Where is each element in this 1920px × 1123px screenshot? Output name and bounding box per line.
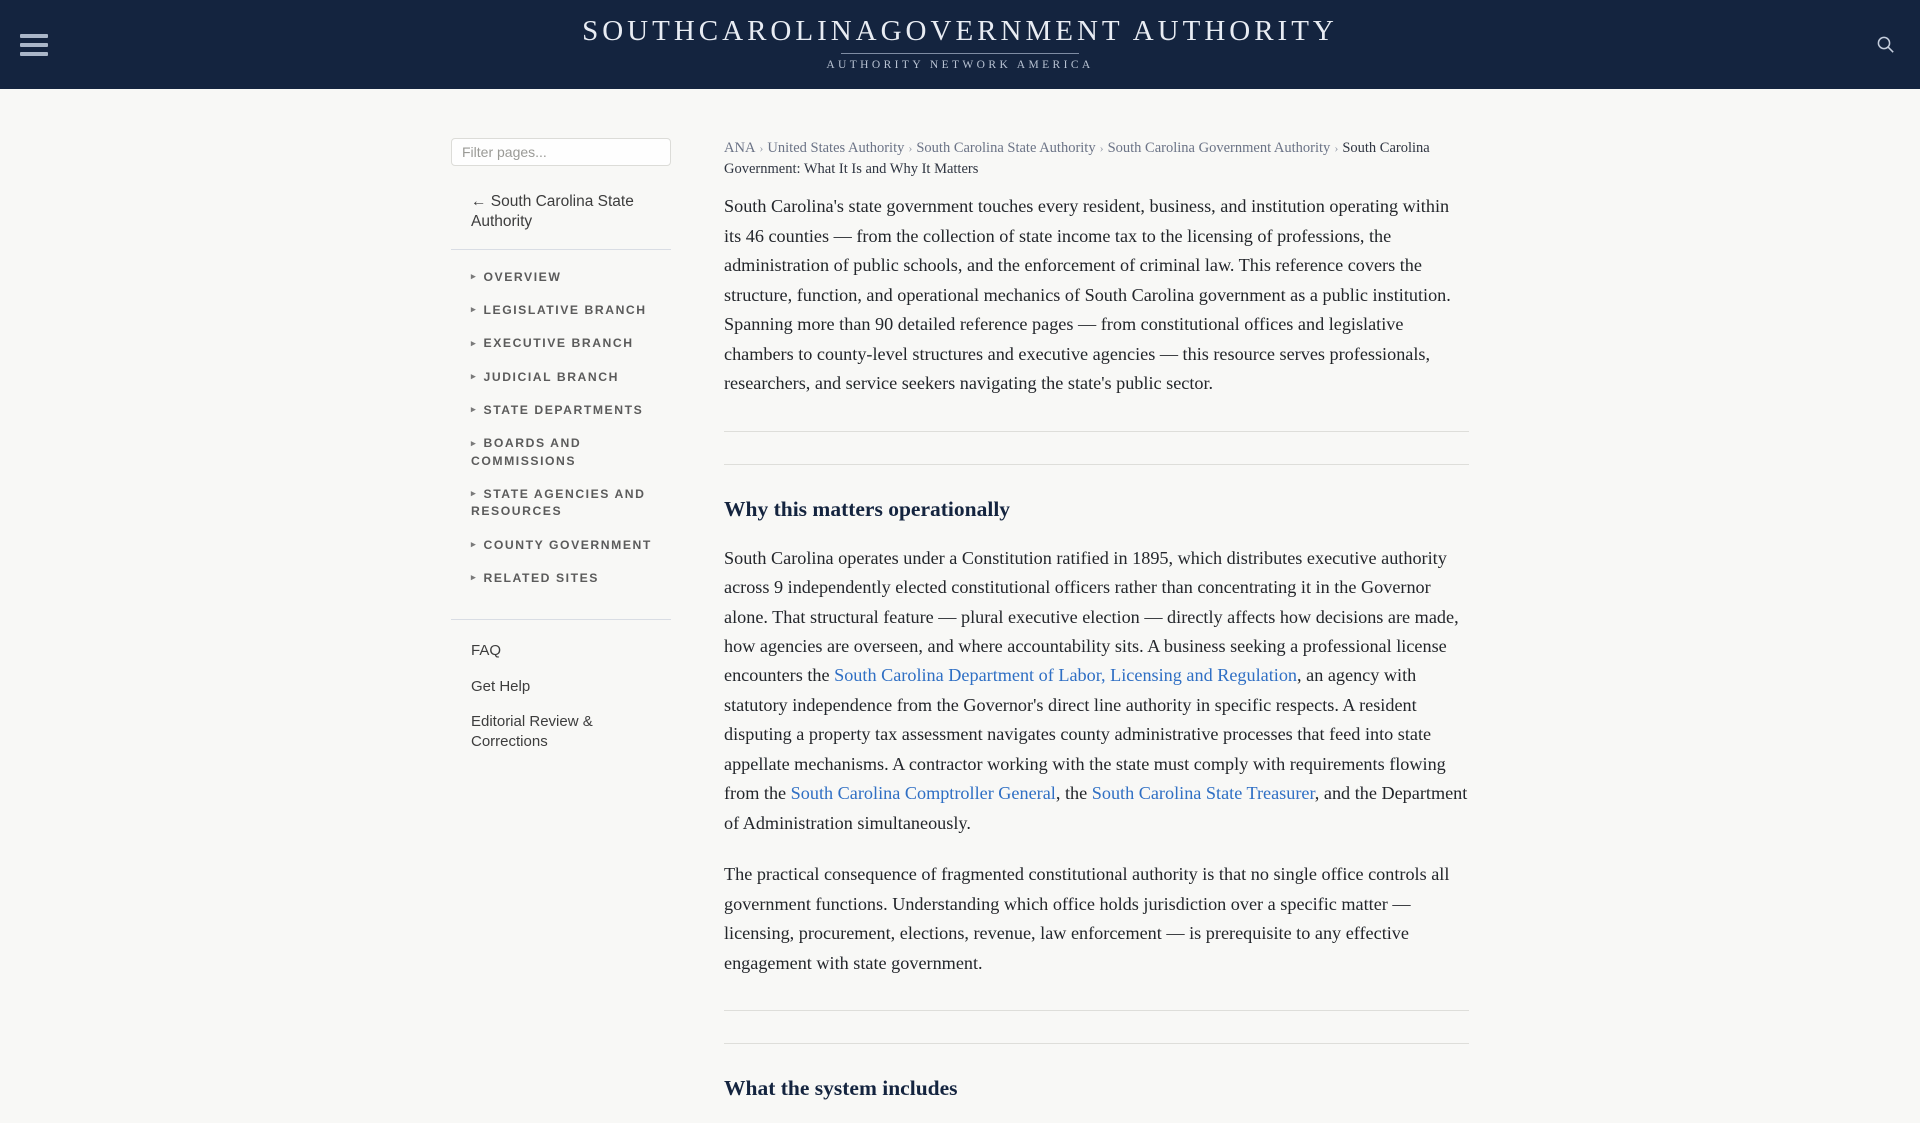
sidebar-divider-top (451, 249, 671, 250)
why-text-a: South Carolina operates under a Constitution ratified in 1895, which distributes executive authority across 9 independently elected constitutional officers rather than concentrating it in the Governor alone. That structural feature — plural executive election — directly affects how decisions are made, how agencies are overseen, and where accountability sits. A business seeking a professional license encounters the (724, 547, 1459, 686)
chevron-right-icon: ▸ (471, 337, 476, 348)
link-sc-dept-labor-licensing-regulation[interactable]: South Carolina Department of Labor, Licensing and Regulation (834, 665, 1298, 686)
breadcrumb-separator: › (1099, 141, 1104, 155)
chevron-right-icon: ▸ (471, 404, 476, 415)
sidebar-item-label: STATE AGENCIES AND RESOURCES (471, 486, 646, 519)
why-paragraph-1 (724, 544, 1469, 839)
chevron-right-icon: ▸ (471, 572, 476, 583)
site-brand[interactable] (582, 17, 1338, 72)
sidebar-item-boards-and-commissions[interactable] (451, 427, 671, 478)
sidebar-item-label: STATE DEPARTMENTS (483, 402, 644, 417)
breadcrumb-item-south-carolina-state-authority[interactable]: South Carolina State Authority (916, 140, 1096, 156)
sidebar-item-editorial-review[interactable]: Editorial Review & Corrections (471, 713, 593, 750)
breadcrumb-current-page: South Carolina Government: What It Is and Why It Matters (724, 140, 1430, 177)
section-heading-why-this-matters: Why this matters operationally (724, 496, 1011, 521)
sidebar-item-judicial-branch[interactable] (451, 361, 671, 394)
sidebar-nav (451, 261, 671, 596)
site-title: SOUTHCAROLINAGOVERNMENT AUTHORITY (582, 15, 1338, 48)
section-heading-what-the-system-includes: What the system includes (724, 1076, 958, 1101)
section-rule-fourth (724, 1043, 1469, 1044)
sidebar-divider-bottom (451, 619, 671, 620)
why-text-d: , and the Department of Administration simultaneously. (724, 783, 1468, 833)
link-sc-state-treasurer[interactable]: South Carolina State Treasurer (1091, 783, 1315, 804)
sidebar-item-related-sites[interactable] (451, 562, 671, 595)
sidebar-item-label: COUNTY GOVERNMENT (483, 537, 652, 552)
hamburger-bar (20, 34, 48, 38)
sidebar (451, 138, 671, 759)
sidebar-footer-links (451, 633, 671, 759)
chevron-right-icon: ▸ (471, 304, 476, 315)
chevron-right-icon: ▸ (471, 271, 476, 282)
intro-paragraph: South Carolina's state government touches every resident, business, and institution operating within its 46 counties — from the collection of state income tax to the licensing of professions, the administration of public schools, and the enforcement of criminal law. This reference covers the structure, function, and operational mechanics of South Carolina government as a public institution. Spanning more than 90 detailed reference pages — from constitutional offices and legislative chambers to county-level structures and executive agencies — this resource serves professionals, researchers, and service seekers navigating the state's public sector. (724, 196, 1451, 394)
sidebar-item-label: OVERVIEW (483, 269, 562, 284)
link-sc-comptroller-general[interactable]: South Carolina Comptroller General (790, 783, 1056, 804)
section-rule-top (724, 431, 1469, 432)
site-subtitle: AUTHORITY NETWORK AMERICA (826, 59, 1094, 72)
sidebar-item-label: EXECUTIVE BRANCH (483, 336, 634, 351)
breadcrumb-item-south-carolina-government-authority[interactable]: South Carolina Government Authority (1107, 140, 1331, 156)
sidebar-item-label: BOARDS AND COMMISSIONS (471, 436, 582, 468)
breadcrumb-item-ana[interactable]: ANA (724, 140, 756, 156)
why-text-c: , the (1055, 783, 1092, 804)
sidebar-item-faq[interactable]: FAQ (471, 642, 502, 660)
filter-pages-input[interactable] (451, 138, 671, 166)
breadcrumb-separator: › (908, 141, 913, 155)
chevron-right-icon: ▸ (471, 488, 476, 499)
chevron-right-icon: ▸ (471, 371, 476, 382)
chevron-right-icon: ▸ (471, 539, 476, 550)
why-text-b: , an agency with statutory independence from the Governor's direct line authority in specific respects. A resident disputing a property tax assessment navigates county administrative processes that feed into state appellate mechanisms. A contractor working with the state must comply with requirements flowing from the (724, 665, 1446, 804)
sidebar-item-state-departments[interactable] (451, 394, 671, 427)
hamburger-bar (20, 52, 48, 56)
section-rule-third (724, 1010, 1469, 1011)
hamburger-bar (20, 43, 48, 47)
breadcrumb (724, 138, 1469, 179)
sidebar-item-get-help[interactable]: Get Help (471, 677, 531, 695)
search-icon[interactable] (1868, 28, 1902, 62)
sidebar-item-label: LEGISLATIVE BRANCH (483, 302, 647, 317)
sidebar-item-executive-branch[interactable] (451, 327, 671, 360)
site-masthead (0, 0, 1920, 89)
breadcrumb-separator: › (759, 141, 764, 155)
chevron-right-icon: ▸ (471, 437, 476, 448)
sidebar-item-label: RELATED SITES (483, 570, 599, 585)
brand-divider (841, 53, 1079, 54)
breadcrumb-item-united-states-authority[interactable]: United States Authority (767, 140, 905, 156)
breadcrumb-separator: › (1334, 141, 1339, 155)
sidebar-item-overview[interactable] (451, 261, 671, 294)
why-paragraph-2: The practical consequence of fragmented constitutional authority is that no single office controls all government functions. Understanding which office holds jurisdiction over a specific matter — licensing, procurement, elections, revenue, law enforcement — is prerequisite to any effective engagement with state government. (724, 864, 1450, 973)
search-glyph (1876, 35, 1895, 54)
page-shell (0, 89, 1920, 1101)
main-content (724, 138, 1469, 1123)
sidebar-item-label: JUDICIAL BRANCH (483, 369, 619, 384)
hamburger-icon[interactable] (16, 30, 52, 60)
sidebar-back-link[interactable]: ← South Carolina State Authority (471, 193, 634, 230)
section-rule-second (724, 464, 1469, 465)
sidebar-item-county-government[interactable] (451, 529, 671, 562)
sidebar-item-legislative-branch[interactable] (451, 294, 671, 327)
sidebar-item-state-agencies-and-resources[interactable] (451, 478, 671, 529)
